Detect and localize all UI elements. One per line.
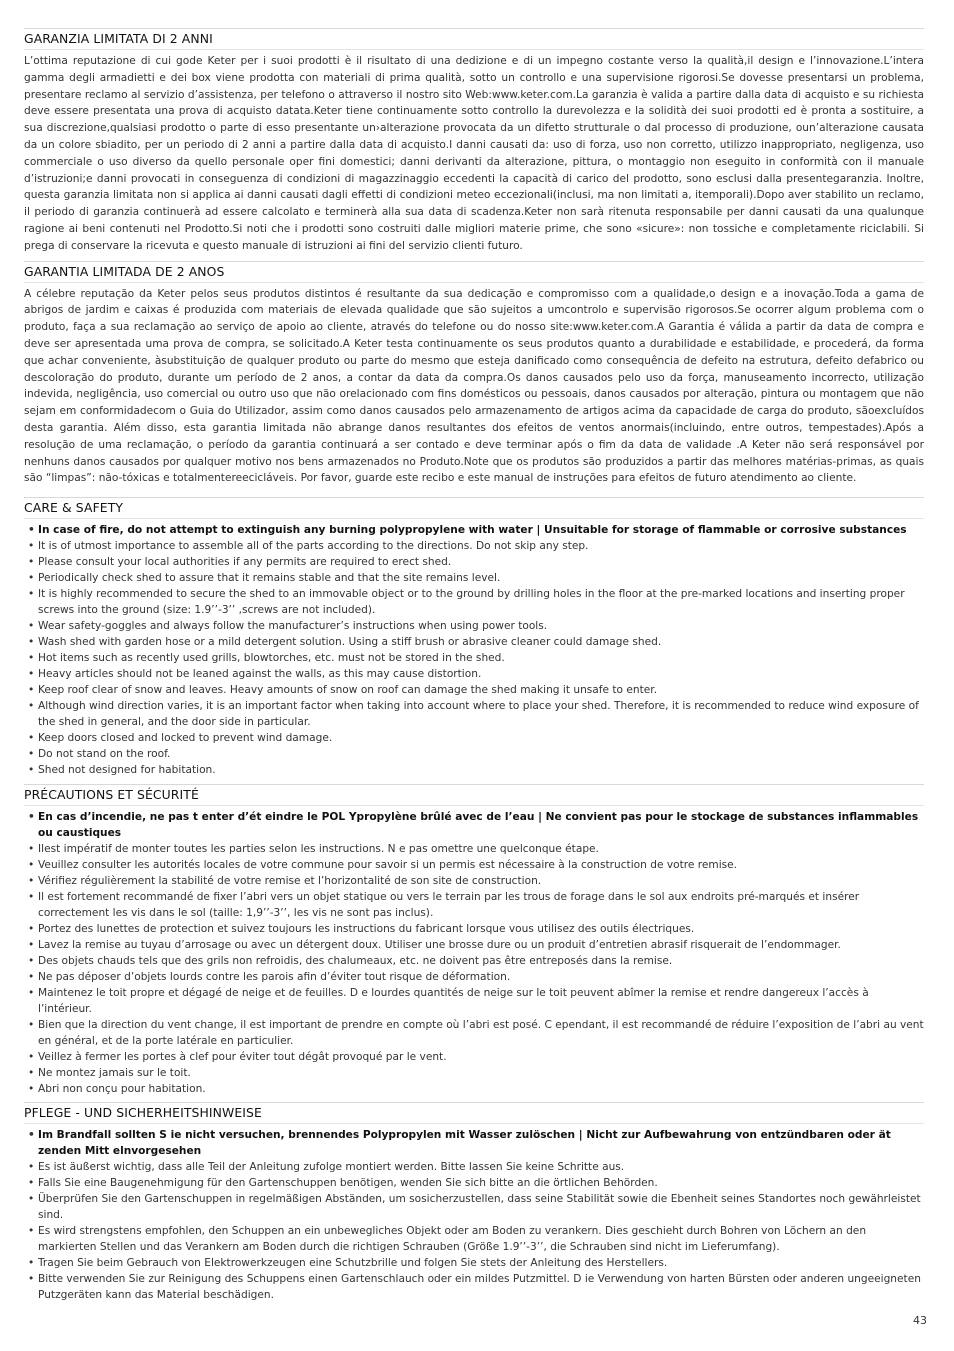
bullet-item: • Hot items such as recently used grills, blowtorches, etc. must not be stored in the shed. [24, 650, 924, 666]
bullet-item: • Vérifiez régulièrement la stabilité de votre remise et l’horizontalité de son site de construction. [24, 873, 924, 889]
bullet-item: • Il est fortement recommandé de fixer l’abri vers un objet statique ou vers le terrain par les trous de forage dans le sol aux endroits pré-marqués et insérer correctement les vis dans le sol (taille: 1,9’’-3’’, les vis ne sont pas inclus). [24, 889, 924, 921]
document-page [24, 28, 924, 1303]
section-care-safety-de [24, 1102, 924, 1303]
bullet-item: • Do not stand on the roof. [24, 746, 924, 762]
section-paragraph: A célebre reputação da Keter pelos seus produtos distintos é resultante da sua dedicação e compromisso com a qualidade,o design e a inovação.Toda a gama de abrigos de jardim e caixas é produzida com materiais de elevada qualidade que são sujeitos a umcontrolo e supervisão rigorosos.Se ocorrer algum problema com o produto, faça a sua reclamação ao serviço de apoio ao cliente, através do telefone ou do nosso site:www.keter.com.A Garantia é válida a partir da data de compra e deve ser apresentada uma prova de compra, se solicitado.A Keter testa continuamente os seus produtos quanto a durabilidade e estabilidade, e procederá, da forma que achar conveniente, àsubstituição de qualquer produto ou parte do mesmo que esteja danificado como consequência de defeito na estrutura, defeito defabrico ou descoloração do produto, durante um período de 2 anos, a contar da data da compra.Os danos causados pelo uso da força, manuseamento incorrecto, utilização indevida, negligência, uso comercial ou outro uso que não orelacionado com fins domésticos ou pessoais, danos causados por alteração, pintura ou montagem que não sejam em conformidadecom o Guia do Utilizador, assim como danos causados pelo armazenamento de artigos acima da capacidade de carga do produto, sãoexcluídos desta garantia. Além disso, esta garantia limitada não abrange danos resultantes dos efeitos de ventos anormais(incluindo, entre outros, tempestades).Após a resolução de uma reclamação, o período da garantia continuará a ser contado e deve terminar após o fim da data de validade .A Keter não será responsável por nenhuns danos causados por qualquer motivo nos bens armazenados no Produto.Note que os produtos são produzidos a partir das melhores matérias-primas, as quais são “limpas”: não-tóxicas e totalmentereecicláveis. Por favor, guarde este recibo e este manual de instruções para efeitos de futuro atendimento ao cliente. [24, 287, 924, 485]
bullet-item: • Heavy articles should not be leaned against the walls, as this may cause distortion. [24, 666, 924, 682]
bullet-item: • Wear safety-goggles and always follow the manufacturer’s instructions when using power tools. [24, 618, 924, 634]
bullet-item: • En cas d’incendie, ne pas t enter d’ét eindre le POL Ypropylène brûlé avec de l’eau | Ne convient pas pour le stockage de substances inflammables ou caustiques [24, 809, 924, 841]
bullet-item: • Portez des lunettes de protection et suivez toujours les instructions du fabricant lorsque vous utilisez des outils électriques. [24, 921, 924, 937]
section-care-safety-en [24, 497, 924, 778]
bullet-item: • Keep doors closed and locked to prevent wind damage. [24, 730, 924, 746]
bullet-item: • Shed not designed for habitation. [24, 762, 924, 778]
section-warranty-pt [24, 261, 924, 488]
bullet-list [24, 522, 924, 778]
section-heading: PRÉCAUTIONS ET SÉCURITÉ [24, 784, 924, 806]
bullet-item: • Bien que la direction du vent change, il est important de prendre en compte où l’abri est posé. C ependant, il est recommandé de réduire l’exposition de l’abri au vent en général, et de la porte latérale en particulier. [24, 1017, 924, 1049]
bullet-list [24, 809, 924, 1097]
section-heading: GARANTIA LIMITADA DE 2 ANOS [24, 261, 924, 283]
bullet-item: • It is of utmost importance to assemble all of the parts according to the directions. Do not skip any step. [24, 538, 924, 554]
bullet-item: • Tragen Sie beim Gebrauch von Elektrowerkzeugen eine Schutzbrille und folgen Sie stets der Anleitung des Herstellers. [24, 1255, 924, 1271]
bullet-item: • It is highly recommended to secure the shed to an immovable object or to the ground by drilling holes in the floor at the pre-marked locations and inserting proper screws into the ground (size: 1.9’’-3’’ ,screws are not included). [24, 586, 924, 618]
bullet-item: • Des objets chauds tels que des grils non refroidis, des chalumeaux, etc. ne doivent pas être entreposés dans la remise. [24, 953, 924, 969]
bullet-item: • Veuillez consulter les autorités locales de votre commune pour savoir si un permis est nécessaire à la construction de votre remise. [24, 857, 924, 873]
bullet-item: • Although wind direction varies, it is an important factor when taking into account where to place your shed. Therefore, it is recommended to reduce wind exposure of the shed in general, and the door side in particular. [24, 698, 924, 730]
section-heading: CARE & SAFETY [24, 497, 924, 519]
bullet-item: • Bitte verwenden Sie zur Reinigung des Schuppens einen Gartenschlauch oder ein mildes Putzmittel. D ie Verwendung von harten Bürsten oder anderen ungeeigneten Putzgeräten kann das Material beschädigen. [24, 1271, 924, 1303]
bullet-item: • Periodically check shed to assure that it remains stable and that the site remains level. [24, 570, 924, 586]
page-number: 43 [913, 1314, 927, 1327]
section-heading: PFLEGE - UND SICHERHEITSHINWEISE [24, 1102, 924, 1124]
bullet-item: • In case of fire, do not attempt to extinguish any burning polypropylene with water | Unsuitable for storage of flammable or corrosive substances [24, 522, 924, 538]
bullet-item: • Veillez à fermer les portes à clef pour éviter tout dégât provoqué par le vent. [24, 1049, 924, 1065]
bullet-item: • Ilest impératif de monter toutes les parties selon les instructions. N e pas omettre une quelconque étape. [24, 841, 924, 857]
bullet-item: • Lavez la remise au tuyau d’arrosage ou avec un détergent doux. Utiliser une brosse dure ou un produit d’entretien abrasif risquerait de l’endommager. [24, 937, 924, 953]
bullet-item: • Es wird strengstens empfohlen, den Schuppen an ein unbewegliches Objekt oder am Boden zu verankern. Dies geschieht durch Bohren von Löchern an den markierten Stellen und das Verankern am Boden durch die richtigen Schrauben (Größe 1.9’’-3’’, die Schrauben sind nicht im Lieferumfang). [24, 1223, 924, 1255]
bullet-item: • Ne pas déposer d’objets lourds contre les parois afin d’éviter tout risque de déformation. [24, 969, 924, 985]
section-care-safety-fr [24, 784, 924, 1097]
bullet-item: • Falls Sie eine Baugenehmigung für den Gartenschuppen benötigen, wenden Sie sich bitte an die örtlichen Behörden. [24, 1175, 924, 1191]
section-paragraph: L’ottima reputazione di cui gode Keter per i suoi prodotti è il risultato di una dedizione e di un impegno costante verso la qualità,il design e l’innovazione.L’intera gamma degli armadietti e dei box viene prodotta con materiali di prima qualità, sotto un controllo e una supervisione rigorosi.Se dovesse presentarsi un problema, presentare reclamo al servizio d’assistenza, per telefono o attraverso il nostro sito Web:www.keter.com.La garanzia è valida a partire dalla data di acquisto e su richiesta deve essere presentata una prova di acquisto datata.Keter tiene continuamente sotto controllo la durevolezza e la solidità dei suoi prodotti ed è pronta a sostituire, a sua discrezione,qualsiasi prodotto o parte di esso presentante un›alterazione provocata da un difetto strutturale o dal processo di produzione, oun’alterazione causata da un colore sbiadito, per un periodo di 2 anni a partire dalla data di acquisto.I danni causati da: uso di forza, uso non corretto, utilizzo inappropriato, negligenza, uso commerciale o uso diverso da quello personale oper fini domestici; danni derivanti da alterazione, pittura, o montaggio non eseguito in conformità con il manuale d’istruzioni;e danni provocati in conseguenza di condizioni di magazzinaggio eccedenti la capacità di carico del prodotto, sono esclusi dalla presentegaranzia. Inoltre, questa garanzia limitata non si applica ai danni causati dagli effetti di condizioni meteo eccezionali(inclusi, ma non limitati a, itemporali).Dopo aver stabilito un reclamo, il periodo di garanzia continuerà ad essere calcolato e terminerà alla sua data di scadenza.Keter non sarà ritenuta responsabile per danni causati da una qualunque ragione ai beni contenuti nel Prodotto.Si noti che i prodotti sono costruiti dalle migliori materie prime, che sono «sicure»: non tossiche e completamente riciclabili. Si prega di conservare la ricevuta e questo manuale di istruzioni ai fini del servizio clienti futuro. [24, 55, 924, 252]
bullet-item: • Keep roof clear of snow and leaves. Heavy amounts of snow on roof can damage the shed making it unsafe to enter. [24, 682, 924, 698]
bullet-item: • Es ist äußerst wichtig, dass alle Teil der Anleitung zufolge montiert werden. Bitte lassen Sie keine Schritte aus. [24, 1159, 924, 1175]
section-warranty-it [24, 28, 924, 255]
bullet-item: • Please consult your local authorities if any permits are required to erect shed. [24, 554, 924, 570]
section-heading: GARANZIA LIMITATA DI 2 ANNI [24, 28, 924, 50]
bullet-item: • Wash shed with garden hose or a mild detergent solution. Using a stiff brush or abrasive cleaner could damage shed. [24, 634, 924, 650]
bullet-item: • Maintenez le toit propre et dégagé de neige et de feuilles. D e lourdes quantités de neige sur le toit peuvent abîmer la remise et rendre dangereux l’accès à l’intérieur. [24, 985, 924, 1017]
bullet-item: • Überprüfen Sie den Gartenschuppen in regelmäßigen Abständen, um sosicherzustellen, dass seine Stabilität sowie die Ebenheit seines Standortes noch gewährleistet sind. [24, 1191, 924, 1223]
bullet-item: • Ne montez jamais sur le toit. [24, 1065, 924, 1081]
bullet-item: • Im Brandfall sollten S ie nicht versuchen, brennendes Polypropylen mit Wasser zulöschen | Nicht zur Aufbewahrung von entzündbaren oder ät zenden Mitt elnvorgesehen [24, 1127, 924, 1159]
bullet-list [24, 1127, 924, 1303]
bullet-item: • Abri non conçu pour habitation. [24, 1081, 924, 1097]
